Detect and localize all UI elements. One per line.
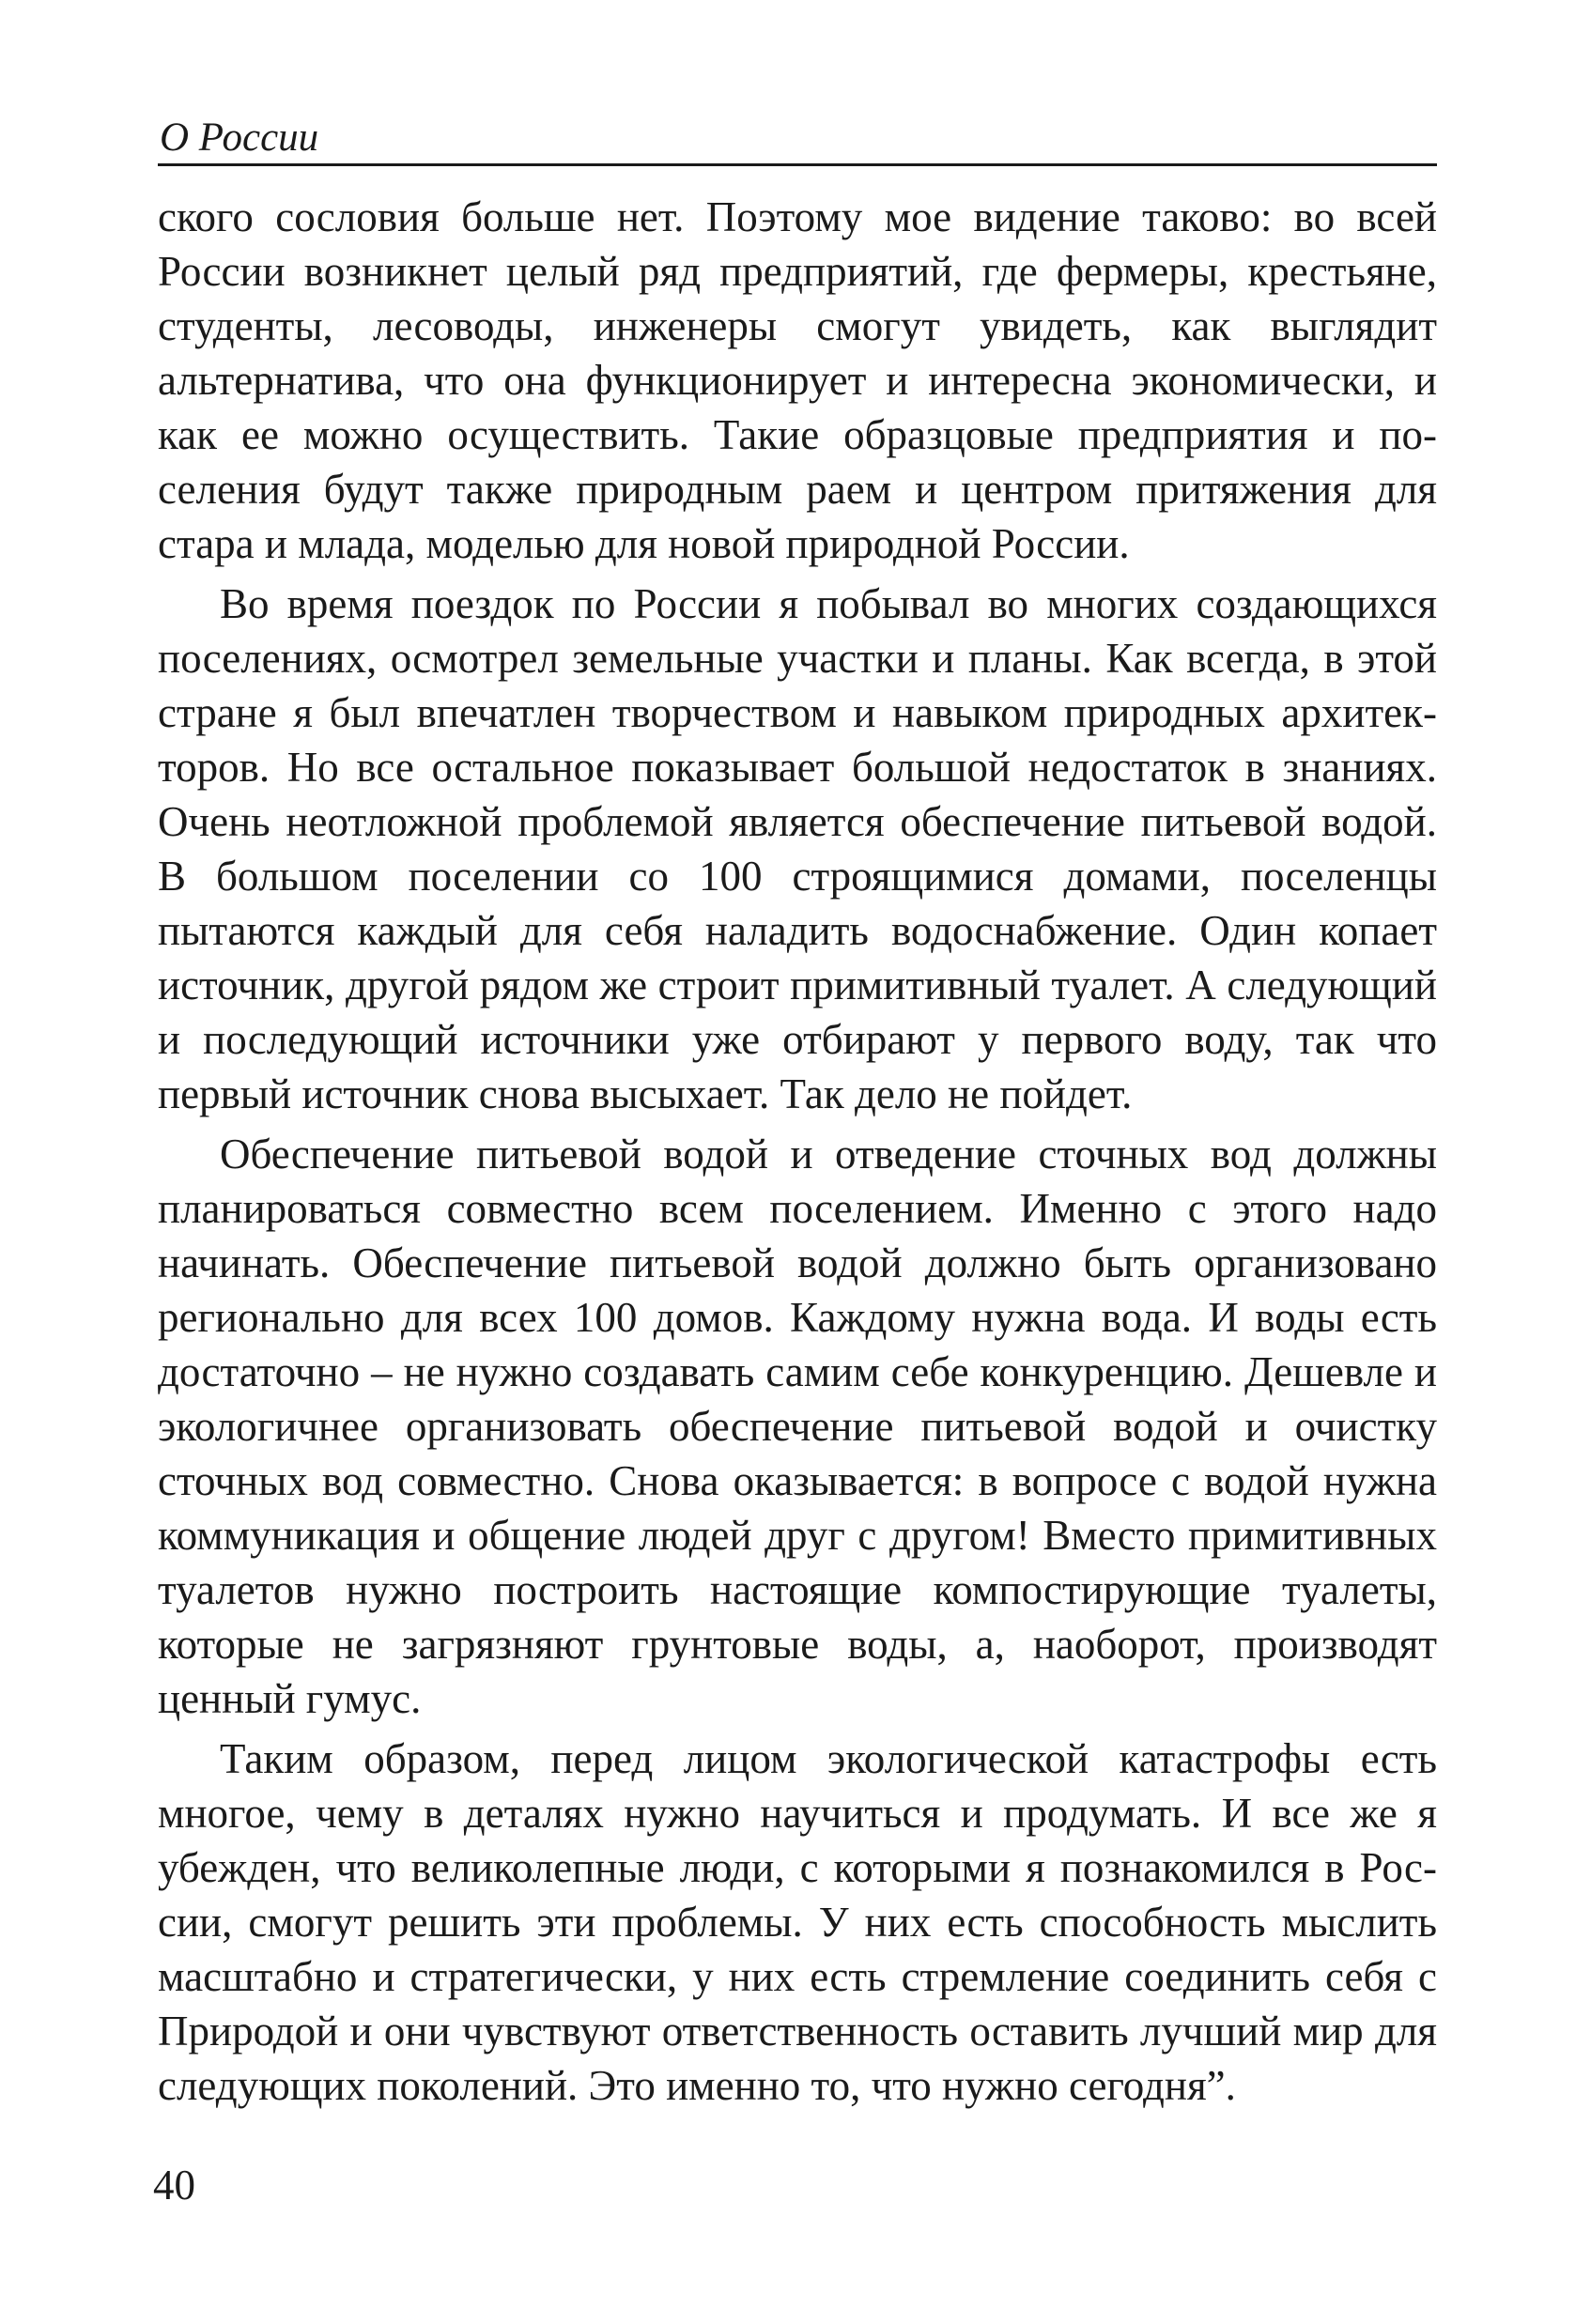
body-text [158, 190, 1437, 2113]
paragraph: Во время поездок по России я побывал во многих создающихся поселениях, осмотрел земельные участки и планы. Как всегда, в этой стране я был впечатлен творчеством и навыком природных архитекторов. Но все остальное показывает большой недостаток в знаниях. Очень неотложной проблемой является обеспечение питьевой водой. В большом поселении со 100 строящимися домами, поселенцы пытаются каждый для себя наладить водоснабжение. Один копает источник, другой рядом же строит примитивный туалет. А следующий и последующий источники уже отбирают у первого воду, так что первый источник снова высыхает. Так дело не пойдет. [158, 580, 1437, 1117]
running-head-title: О России [160, 115, 319, 160]
page-number: 40 [153, 2162, 195, 2209]
paragraph-continuation: ского сословия больше нет. Поэтому мое видение таково: во всей России возникнет целый ряд предприятий, где фермеры, крестьяне, студенты, лесоводы, инженеры смогут увидеть, как выглядит альтернатива, что она функционирует и интересна экономически, и как ее можно осуществить. Такие образцовые предприятия и поселения будут также природным раем и центром притяжения для стара и млада, моделью для новой природной России. [158, 193, 1437, 567]
paragraph: Таким образом, перед лицом экологической катастрофы есть многое, чему в деталях нужно научиться и продумать. И все же я убежден, что великолепные люди, с которыми я познакомился в России, смогут решить эти проблемы. У них есть способность мыслить масштабно и стратегически, у них есть стремление соединить себя с Природой и они чувствуют ответственность оставить лучший мир для следующих поколений. Это именно то, что нужно сегодня”. [158, 1735, 1437, 2109]
paragraph: Обеспечение питьевой водой и отведение сточных вод должны планироваться совместно всем поселением. Именно с этого надо начинать. Обеспечение питьевой водой должно быть организовано регионально для всех 100 домов. Каждому нужна вода. И воды есть достаточно – не нужно создавать самим себе конкуренцию. Дешевле и экологичнее организовать обеспечение питьевой водой и очистку сточных вод совместно. Снова оказывается: в вопросе с водой нужна коммуникация и общение людей друг с другом! Вместо примитивных туалетов нужно построить настоящие компостирующие туалеты, которые не загрязняют грунтовые воды, а, наоборот, производят ценный гумус. [158, 1131, 1437, 1722]
header-rule [158, 163, 1437, 166]
